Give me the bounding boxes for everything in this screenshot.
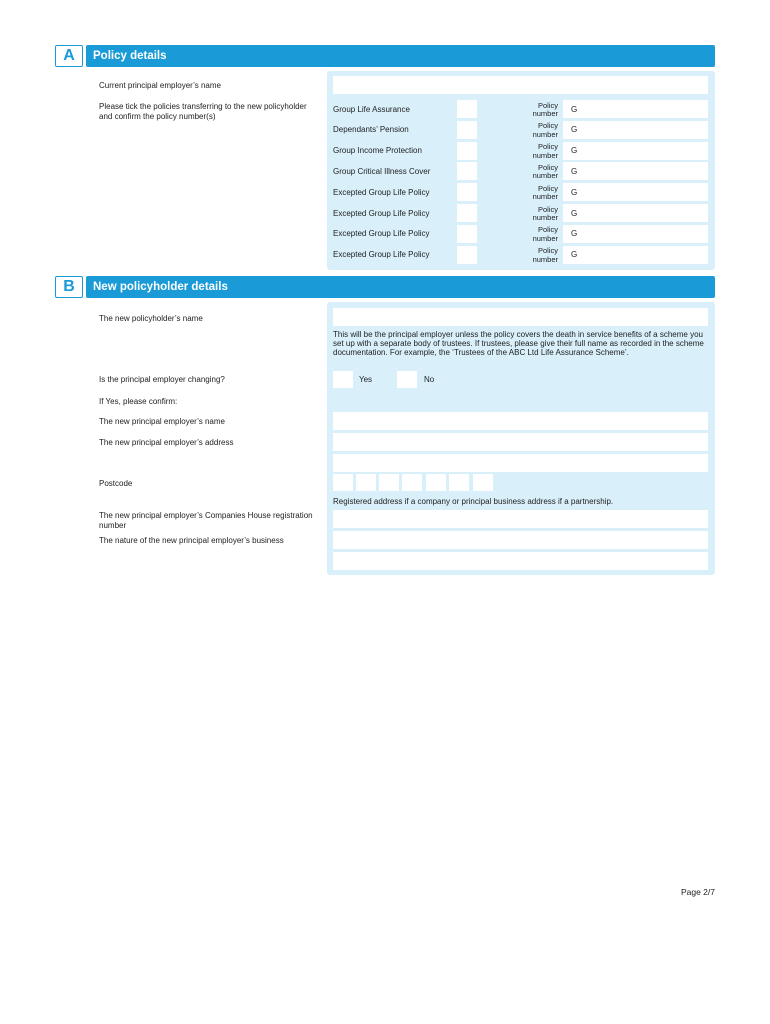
policy-prefix: G [571, 229, 578, 239]
new-employer-address-label: The new principal employer’s address [99, 438, 234, 447]
new-policyholder-label: The new policyholder’s name [99, 314, 203, 323]
tick-policies-label: Please tick the policies transferring to the new policyholder and confirm the policy number(s) [99, 102, 307, 121]
policy-tick-box[interactable] [457, 100, 477, 118]
policy-tick-box[interactable] [457, 183, 477, 201]
policy-number-label: Policy number [532, 204, 558, 222]
current-employer-label: Current principal employer’s name [99, 81, 221, 90]
policy-name: Group Critical Illness Cover [333, 166, 431, 176]
policy-number-field[interactable] [563, 183, 708, 201]
policy-prefix: G [571, 208, 578, 218]
policy-name: Excepted Group Life Policy [333, 187, 430, 197]
policy-tick-box[interactable] [457, 204, 477, 222]
policy-name: Excepted Group Life Policy [333, 250, 430, 260]
section-b-title: New policyholder details [86, 276, 715, 298]
companies-house-label: The new principal employer’s Companies House registration number [99, 511, 313, 530]
policy-name: Excepted Group Life Policy [333, 208, 430, 218]
policy-tick-box[interactable] [457, 121, 477, 139]
policy-number-field[interactable] [563, 246, 708, 264]
companies-house-field[interactable] [333, 510, 708, 528]
postcode-label: Postcode [99, 479, 133, 488]
policy-name: Group Income Protection [333, 146, 422, 156]
section-b-letter: B [55, 276, 83, 298]
business-nature-label: The nature of the new principal employer’s business [99, 536, 284, 545]
current-employer-field[interactable] [333, 76, 708, 94]
if-yes-label: If Yes, please confirm: [99, 397, 178, 406]
policy-tick-box[interactable] [457, 225, 477, 243]
employer-changing-label: Is the principal employer changing? [99, 375, 225, 384]
postcode-char-box[interactable] [402, 474, 422, 491]
address-note: Registered address if a company or principal business address if a partnership. [333, 497, 614, 506]
policy-number-label: Policy number [532, 100, 558, 118]
section-a-letter: A [55, 45, 83, 67]
postcode-char-box[interactable] [426, 474, 446, 491]
no-label: No [424, 375, 435, 384]
page-number: Page 2/7 [680, 887, 715, 897]
policy-number-field[interactable] [563, 204, 708, 222]
policy-number-label: Policy number [532, 183, 558, 202]
no-checkbox[interactable] [397, 371, 417, 388]
policy-number-field[interactable] [563, 162, 708, 180]
policy-prefix: G [571, 104, 578, 114]
policy-number-label: Policy number [532, 121, 558, 139]
address-line-2-field[interactable] [333, 454, 708, 472]
policy-tick-box[interactable] [457, 162, 477, 180]
postcode-char-box[interactable] [356, 474, 376, 491]
section-a-title: Policy details [86, 45, 715, 67]
policy-name: Dependants’ Pension [333, 125, 409, 135]
business-nature-field-2[interactable] [333, 552, 708, 570]
policy-number-label: Policy number [532, 142, 558, 160]
new-employer-name-field[interactable] [333, 412, 708, 430]
yes-label: Yes [359, 375, 373, 384]
policy-tick-box[interactable] [457, 142, 477, 160]
policy-prefix: G [571, 187, 578, 197]
policy-name: Group Life Assurance [333, 104, 410, 114]
policyholder-note: This will be the principal employer unless the policy covers the death in service benefits of a scheme you set up with a separate body of trustees. If trustees, please give their full name as recorded in the scheme documentation. For example, the ‘Trustees of the ABC Ltd Life Assurance Scheme’. [333, 330, 704, 357]
policy-number-label: Policy number [532, 225, 558, 243]
policy-name: Excepted Group Life Policy [333, 229, 430, 239]
policy-number-field[interactable] [563, 121, 708, 139]
postcode-char-box[interactable] [379, 474, 399, 491]
new-employer-name-label: The new principal employer’s name [99, 417, 225, 426]
policy-prefix: G [571, 125, 578, 135]
new-policyholder-field[interactable] [333, 308, 708, 326]
policy-number-label: Policy number [532, 246, 558, 264]
policy-prefix: G [571, 166, 578, 176]
policy-prefix: G [571, 250, 578, 260]
postcode-char-box[interactable] [449, 474, 469, 491]
policy-number-label: Policy number [532, 162, 558, 181]
policy-number-field[interactable] [563, 142, 708, 160]
postcode-char-box[interactable] [473, 474, 493, 491]
postcode-char-box[interactable] [333, 474, 353, 491]
yes-checkbox[interactable] [333, 371, 353, 388]
policy-tick-box[interactable] [457, 246, 477, 264]
policy-number-field[interactable] [563, 100, 708, 118]
business-nature-field-1[interactable] [333, 531, 708, 549]
policy-number-field[interactable] [563, 225, 708, 243]
policy-prefix: G [571, 146, 578, 156]
address-line-1-field[interactable] [333, 433, 708, 451]
